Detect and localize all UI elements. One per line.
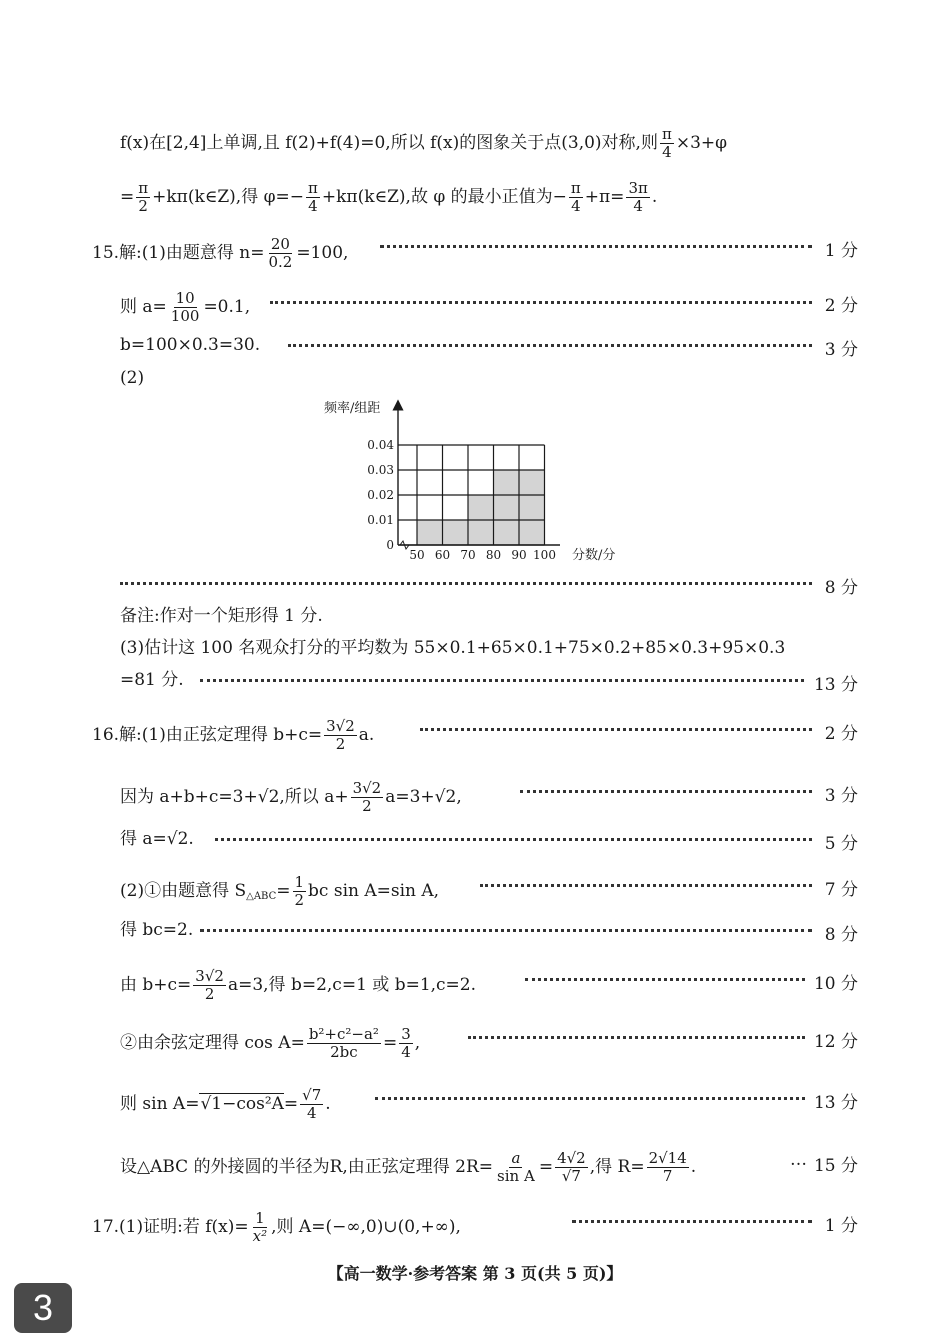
leader-dots — [572, 1220, 812, 1223]
x-tick-label: 70 — [460, 548, 476, 562]
x-tick-labels — [409, 548, 556, 562]
score-16-12: 12 分 — [813, 1032, 858, 1052]
q16-line-6: 由 b+c= $\frac{3√2}{2}$ a=3,得 b=2,c=1 或 b=1,c=2. — [120, 967, 477, 1003]
histogram-bar-60-70 — [443, 520, 469, 545]
line-1: f(x)在[2,4]上单调,且 f(2)+f(4)=0,所以 f(x)的图象关于点(3,0)对称,则 $\frac{\pi}{4}$ ×3+φ — [120, 125, 728, 161]
score-1: 1 分 — [824, 241, 858, 261]
q17-line-1: 17.(1)证明:若 f(x)= $\frac{1}{\text{x²}}$ ,则 A=(−∞,0)∪(0,+∞), — [92, 1209, 461, 1245]
fraction-a-over-sinA: $\frac{a}{\text{sin A}}$ — [497, 1149, 535, 1185]
histogram-bars — [417, 470, 545, 545]
histogram-bar-80-90 — [494, 470, 520, 545]
x-tick-label: 80 — [485, 548, 502, 562]
fraction-cos-a: $\frac{\text{b²+c²−a²}}{2bc}$ — [308, 1025, 379, 1061]
q16-line-4: (2)①由题意得 $S_{\triangle ABC}=$ $\frac{1}{2}$ bc sin A=sin A, — [120, 873, 440, 909]
x-tick-label: 50 — [409, 548, 425, 562]
fraction-1-over-2: $\frac{1}{2}$ — [294, 873, 305, 909]
q16-line-1: 16.解:(1)由正弦定理得 b+c= $\frac{3√2}{2}$ a. — [92, 717, 375, 753]
score-16-3: 3 分 — [824, 786, 858, 806]
y-axis-label: 频率/组距 — [324, 401, 381, 416]
fraction-2sqrt14-over-7: $\frac{2√14}{7}$ — [648, 1149, 687, 1185]
histogram-bar-50-60 — [417, 520, 443, 545]
leader-dots — [525, 978, 805, 981]
histogram-bar-90-100 — [519, 470, 545, 545]
ellipsis: … — [790, 1150, 807, 1170]
q15-line-3: b=100×0.3=30. — [120, 335, 261, 355]
score-13: 13 分 — [813, 675, 858, 695]
y-tick-label: 0.01 — [367, 513, 394, 527]
y-tick-label: 0.03 — [367, 463, 394, 477]
leader-dots — [520, 790, 812, 793]
score-16-10: 10 分 — [813, 974, 858, 994]
q16-line-5: 得 bc=2. — [120, 920, 194, 940]
score-16-15: 15 分 — [813, 1156, 858, 1176]
leader-dots — [200, 929, 812, 932]
fraction-3sqrt2-over-2b: $\frac{3√2}{2}$ — [352, 779, 382, 815]
fraction-10-over-100: $\frac{10}{100}$ — [170, 289, 200, 325]
q15-note: 备注:作对一个矩形得 1 分. — [120, 606, 323, 626]
x-tick-label: 90 — [511, 548, 527, 562]
fraction-3pi-over-4: $\frac{3\pi}{4}$ — [628, 179, 648, 215]
fraction-3sqrt2-over-2c: $\frac{3√2}{2}$ — [195, 967, 224, 1003]
q16-line-2: 因为 a+b+c=3+√2,所以 a+ $\frac{3√2}{2}$ a=3+√2, — [120, 779, 462, 815]
q15-line-2: 则 a= $\frac{10}{100}$ =0.1, — [120, 289, 251, 325]
q16-line-3: 得 a=√2. — [120, 829, 194, 849]
q16-line-8: 则 sin A=√1−cos²A= $\frac{√7}{4}$ . — [120, 1086, 331, 1122]
score-2: 2 分 — [824, 296, 858, 316]
score-16-7: 7 分 — [824, 880, 858, 900]
leader-dots — [480, 884, 812, 887]
fraction-pi-over-4b: $\frac{\pi}{4}$ — [308, 179, 318, 215]
q15-part-2: (2) — [120, 368, 145, 388]
fraction-20-over-0.2: $\frac{20}{0.2}$ — [268, 235, 293, 271]
q15-line-1: 15.解:(1)由题意得 n= $\frac{20}{0.2}$ =100, — [92, 235, 349, 271]
score-16-2: 2 分 — [824, 724, 858, 744]
leader-dots — [380, 245, 812, 248]
score-8: 8 分 — [824, 578, 858, 598]
x-tick-label: 60 — [434, 548, 451, 562]
q16-line-7: ②由余弦定理得 cos A= $\frac{\text{b²+c²−a²}}{2bc}$ = $\frac{3}{4}$ , — [120, 1025, 421, 1061]
leader-dots — [215, 838, 812, 841]
fraction-3sqrt2-over-2: $\frac{3√2}{2}$ — [326, 717, 355, 753]
score-3: 3 分 — [824, 340, 858, 360]
x-axis-label: 分数/分 — [572, 548, 616, 563]
line-1-text: f(x)在[2,4]上单调,且 f(2)+f(4)=0,所以 f(x)的图象关于点(3,0)对称,则 — [120, 133, 658, 153]
y-tick-label: 0.02 — [367, 488, 394, 502]
leader-dots — [288, 344, 812, 347]
leader-dots — [120, 582, 812, 585]
leader-dots — [270, 301, 812, 304]
fraction-pi-over-4: $\frac{\pi}{4}$ — [661, 125, 672, 161]
fraction-sqrt7-over-4: $\frac{√7}{4}$ — [302, 1086, 322, 1122]
page-number-badge: 3 — [14, 1283, 72, 1333]
fraction-4sqrt2-over-sqrt7: $\frac{4√2}{√7}$ — [557, 1149, 586, 1185]
x-tick-label: 100 — [533, 548, 556, 562]
histogram-chart — [320, 395, 650, 565]
leader-dots — [420, 728, 812, 731]
leader-dots — [375, 1097, 805, 1100]
score-16-8: 8 分 — [824, 925, 858, 945]
leader-dots — [200, 679, 804, 682]
score-16-5: 5 分 — [824, 834, 858, 854]
score-16-13: 13 分 — [813, 1093, 858, 1113]
page-footer: 【高一数学·参考答案 第 3 页(共 5 页)】 — [327, 1264, 623, 1283]
score-17-1: 1 分 — [824, 1216, 858, 1236]
fraction-pi-over-2: $\frac{\pi}{2}$ — [138, 179, 149, 215]
y-tick-label: 0.04 — [367, 438, 394, 452]
leader-dots — [468, 1036, 805, 1039]
q16-line-9: 设△ABC 的外接圆的半径为R,由正弦定理得 2R= $\frac{a}{\text{sin A}}$ = $\frac{4√2}{√7}$ ,得 R= $\frac{2√14}{7}$ . — [120, 1149, 697, 1185]
q15-part-3: (3)估计这 100 名观众打分的平均数为 55×0.1+65×0.1+75×0.2+85×0.3+95×0.3 — [120, 638, 786, 658]
fraction-1-over-x2: $\frac{1}{\text{x²}}$ — [252, 1209, 268, 1245]
y-tick-labels — [367, 438, 394, 552]
y-tick-label: 0 — [386, 538, 394, 552]
line-2: = $\frac{\pi}{2}$ +kπ(k∈Z),得 φ=− $\frac{\pi}{4}$ +kπ(k∈Z),故 φ 的最小正值为− $\frac{\pi}{4}$ +π= $\frac{3\pi}{4}$ . — [120, 179, 658, 215]
fraction-pi-over-4c: $\frac{\pi}{4}$ — [570, 179, 581, 215]
fraction-3-over-4: $\frac{3}{4}$ — [401, 1025, 411, 1061]
q15-part-3b: =81 分. — [120, 670, 184, 690]
